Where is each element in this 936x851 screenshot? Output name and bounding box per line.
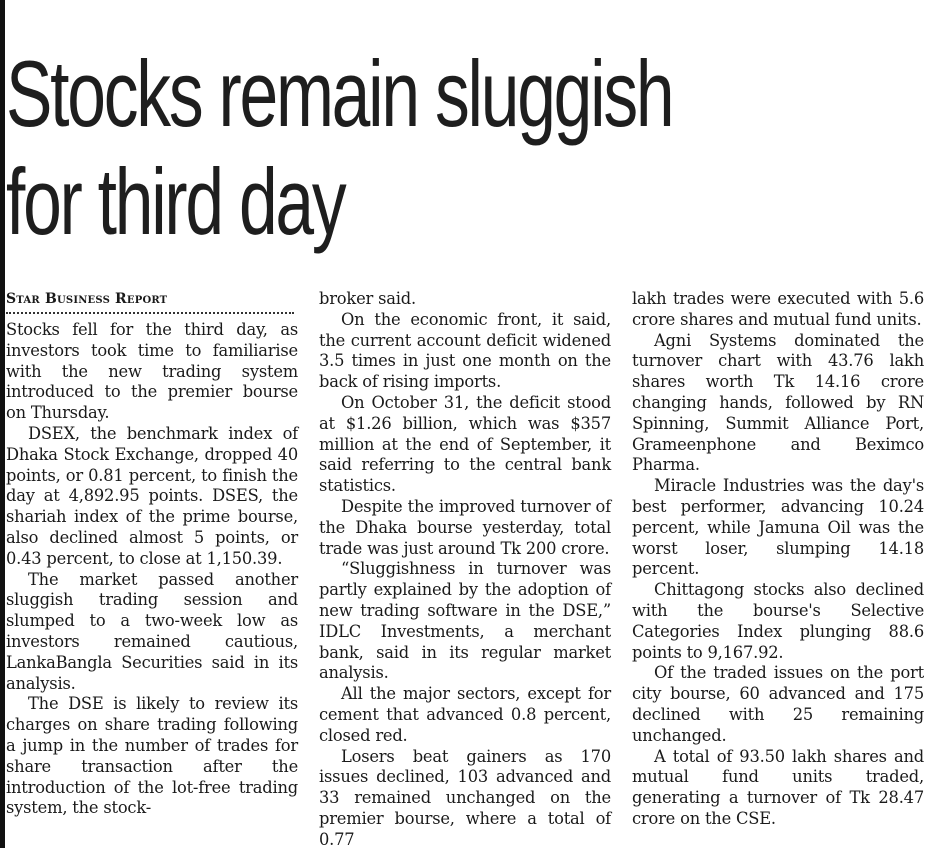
paragraph: The market passed another sluggish trading session and slumped to a two-week low as investors remained cautious, LankaBangla Securities said in its analysis. [6, 569, 298, 693]
article-column-2 [319, 289, 611, 849]
paragraph: Miracle Industries was the day's best performer, advancing 10.24 percent, while Jamuna Oil was the worst loser, slumping 14.18 percent. [632, 476, 924, 579]
headline [6, 40, 687, 256]
column-rule [0, 0, 5, 848]
paragraph: A total of 93.50 lakh shares and mutual fund units traded, generating a turnover of Tk 28.47 crore on the CSE. [632, 746, 924, 828]
paragraph: broker said. [319, 289, 416, 308]
paragraph: “Sluggishness in turnover was partly explained by the adoption of new trading software in the DSE,” IDLC Investments, a merchant bank, said in its regular market analysis. [319, 559, 611, 683]
byline: Star Business Report [6, 291, 168, 307]
paragraph: Despite the improved turnover of the Dhaka bourse yesterday, total trade was just around Tk 200 crore. [319, 496, 611, 558]
article-column-1 [6, 289, 298, 849]
paragraph: On October 31, the deficit stood at $1.26 billion, which was $357 million at the end of September, it said referring to the central bank statistics. [319, 392, 611, 496]
paragraph: DSEX, the benchmark index of Dhaka Stock Exchange, dropped 40 points, or 0.81 percent, to finish the day at 4,892.95 points. DSES, the shariah index of the prime bourse, also declined almost 5 points, or 0.43 percent, to close at 1,150.39. [6, 423, 298, 568]
paragraph: All the major sectors, except for cement that advanced 0.8 percent, closed red. [319, 684, 611, 745]
paragraph: Chittagong stocks also declined with the bourse's Selective Categories Index plunging 88.6 points to 9,167.92. [632, 580, 924, 662]
headline-line-2: for third day [6, 149, 345, 254]
paragraph: Losers beat gainers as 170 issues declined, 103 advanced and 33 remained unchanged on the premier bourse, where a total of 0.77 [319, 746, 611, 849]
paragraph: The DSE is likely to review its charges on share trading following a jump in the number of trades for share transaction after the introduction of the lot-free trading system, the stock- [6, 694, 298, 818]
paragraph: Stocks fell for the third day, as investors took time to familiarise with the new trading system introduced to the premier bourse on Thursday. [6, 320, 298, 423]
headline-line-1: Stocks remain sluggish [6, 41, 673, 146]
paragraph: lakh trades were executed with 5.6 crore shares and mutual fund units. [632, 289, 924, 329]
paragraph: Agni Systems dominated the turnover chart with 43.76 lakh shares worth Tk 14.16 crore changing hands, followed by RN Spinning, Summit Alliance Port, Grameenphone and Beximco Pharma. [632, 330, 924, 475]
paragraph: On the economic front, it said, the current account deficit widened 3.5 times in just one month on the back of rising imports. [319, 309, 611, 392]
paragraph: Of the traded issues on the port city bourse, 60 advanced and 175 declined with 25 remaining unchanged. [632, 663, 924, 745]
byline-divider [6, 312, 294, 314]
article-column-3 [632, 289, 924, 849]
